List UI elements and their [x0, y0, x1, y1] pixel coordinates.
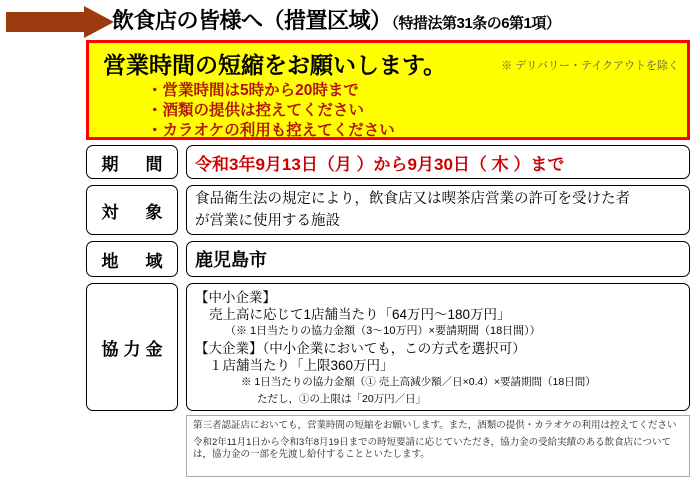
- row-target-value: [186, 185, 690, 235]
- page-title-sub: （特措法第31条の6第1項）: [391, 15, 561, 32]
- footnote-paragraph: 令和2年11月1日から令和3年8月19日までの時短要請に応じていただき，協力金の受給実績のある飲食店については，協力金の一部を先渡し給付することといたします。: [193, 437, 671, 460]
- row-money-label: 協力金: [86, 283, 178, 411]
- row-target-line2: が営業に使用する施設: [195, 213, 340, 229]
- money-line: ※ 1日当たりの協力金額（① 売上高減少額／日×0.4）×要請期間（18日間）: [241, 376, 596, 388]
- alert-list: [147, 81, 677, 141]
- row-area: [86, 241, 690, 277]
- footnote-paragraph: 第三者認証店においても，営業時間の短縮をお願いします。また，酒類の提供・カラオケの利用は控えてください: [193, 420, 677, 431]
- row-area-label: 地 域: [86, 241, 178, 277]
- footnote-box: [186, 415, 690, 477]
- alert-box: [86, 40, 690, 140]
- money-line: （※ 1日当たりの協力金額（3〜10万円）×要請期間（18日間））: [225, 325, 541, 337]
- row-cooperation-money: [86, 283, 690, 411]
- row-target-label: 対 象: [86, 185, 178, 235]
- money-line: １店舗当たり「上限360万円」: [209, 358, 394, 373]
- alert-note: ※ デリバリー・テイクアウトを除く: [501, 60, 679, 72]
- row-money-value: [186, 283, 690, 411]
- row-target-line1: 食品衛生法の規定により，飲食店又は喫茶店営業の許可を受けた者: [195, 191, 630, 207]
- list-item: ・カラオケの利用も控えてください: [147, 122, 395, 139]
- arrow-shape-icon: [6, 6, 114, 38]
- row-target: [86, 185, 690, 235]
- money-line: ただし，①の上限は「20万円／日」: [257, 393, 427, 405]
- money-line: 売上高に応じて1店舗当たり「64万円〜180万円」: [209, 307, 511, 322]
- row-area-value: 鹿児島市: [186, 241, 690, 277]
- row-period: [86, 145, 690, 179]
- page-title: [112, 4, 560, 41]
- list-item: ・酒類の提供は控えてください: [147, 102, 365, 119]
- header-banner: [0, 4, 700, 40]
- list-item: ・営業時間は5時から20時まで: [147, 82, 359, 99]
- money-line: 【大企業】（中小企業においても，この方式を選択可）: [195, 341, 526, 356]
- page-title-main: 飲食店の皆様へ（措置区域）: [112, 8, 392, 33]
- alert-heading: 営業時間の短縮をお願いします。: [103, 52, 447, 78]
- row-period-value: 令和3年9月13日（月 ）から9月30日（ 木 ）まで: [186, 145, 690, 179]
- money-line: 【中小企業】: [195, 290, 276, 305]
- row-period-label: 期 間: [86, 145, 178, 179]
